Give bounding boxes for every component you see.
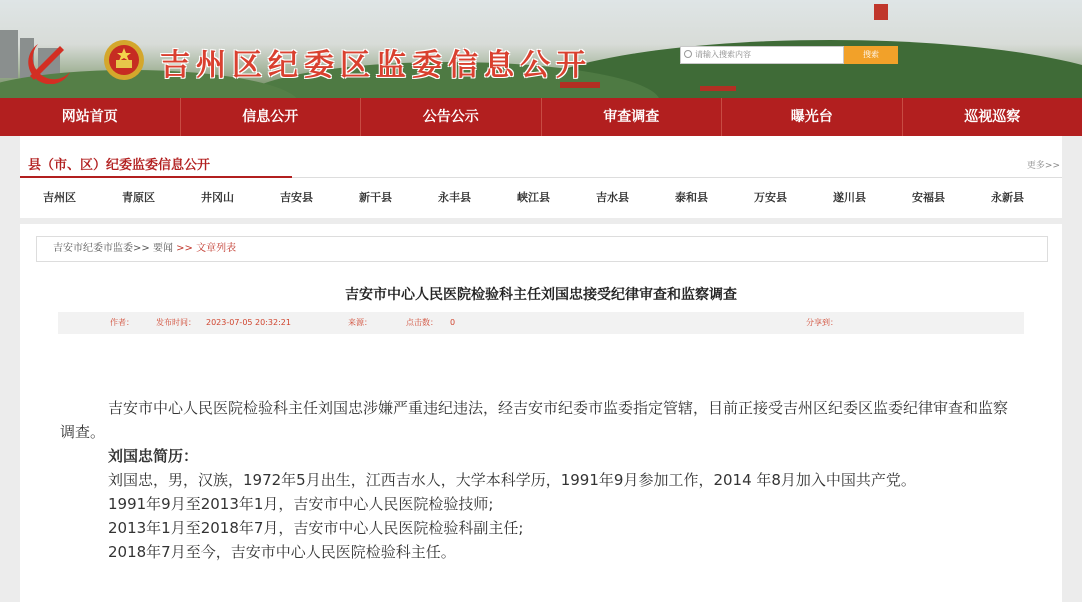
building bbox=[0, 30, 18, 78]
county-link[interactable]: 吉水县 bbox=[596, 191, 629, 204]
breadcrumb-current[interactable]: >> 文章列表 bbox=[176, 243, 237, 254]
roof-decoration bbox=[700, 86, 736, 91]
county-link[interactable]: 吉州区 bbox=[43, 191, 76, 204]
breadcrumb-link[interactable]: 吉安市纪委市监委>> bbox=[53, 243, 150, 254]
county-link[interactable]: 泰和县 bbox=[675, 191, 708, 204]
share-label: 分享到： bbox=[806, 318, 838, 327]
search-input[interactable]: 请输入搜索内容 bbox=[680, 46, 844, 64]
hits-label: 点击数： bbox=[406, 318, 438, 327]
county-link[interactable]: 永新县 bbox=[991, 191, 1024, 204]
nav-item-exposure[interactable]: 曝光台 bbox=[722, 98, 903, 136]
article-body bbox=[60, 396, 1020, 564]
county-link[interactable]: 永丰县 bbox=[438, 191, 471, 204]
breadcrumb bbox=[36, 236, 1048, 262]
header-banner bbox=[0, 0, 1082, 98]
county-header bbox=[20, 146, 1062, 178]
county-link[interactable]: 吉安县 bbox=[280, 191, 313, 204]
county-link[interactable]: 井冈山 bbox=[201, 191, 234, 204]
paragraph: 刘国忠，男，汉族，1972年5月出生，江西吉水人，大学本科学历，1991年9月参加工作，2014 年8月加入中国共产党。 bbox=[108, 471, 916, 489]
county-link[interactable]: 峡江县 bbox=[517, 191, 550, 204]
more-link[interactable]: 更多>> bbox=[1026, 161, 1060, 171]
resume-heading: 刘国忠简历： bbox=[108, 447, 199, 465]
page-margin bbox=[0, 136, 20, 602]
county-link[interactable]: 新干县 bbox=[359, 191, 392, 204]
county-list bbox=[20, 178, 1082, 218]
source-label: 来源： bbox=[348, 318, 372, 327]
nav-item-investigation[interactable]: 审查调查 bbox=[542, 98, 723, 136]
national-emblem-icon bbox=[102, 36, 146, 84]
breadcrumb-link[interactable]: 要闻 bbox=[152, 243, 173, 254]
nav-item-info[interactable]: 信息公开 bbox=[181, 98, 362, 136]
article-title: 吉安市中心人民医院检验科主任刘国忠接受纪律审查和监察调查 bbox=[345, 287, 737, 303]
publish-time-label: 发布时间： bbox=[156, 318, 196, 327]
resume-entry: 2018年7月至今，吉安市中心人民医院检验科主任。 bbox=[108, 543, 456, 561]
county-link[interactable]: 安福县 bbox=[912, 191, 945, 204]
site-title: 吉州区纪委区监委信息公开 bbox=[160, 48, 592, 83]
article-section bbox=[20, 224, 1062, 602]
county-section-title: 县（市、区）纪委监委信息公开 bbox=[28, 158, 211, 173]
paragraph: 吉安市中心人民医院检验科主任刘国忠涉嫌严重违纪违法，经吉安市纪委市监委指定管辖，目前正接受吉州区纪委区监委纪律审查和监察调查。 bbox=[60, 399, 1009, 441]
county-section bbox=[20, 146, 1062, 218]
search-icon bbox=[684, 50, 692, 58]
main-nav bbox=[0, 98, 1082, 136]
publish-time: 2023-07-05 20:32:21 bbox=[206, 318, 291, 327]
resume-entry: 1991年9月至2013年1月，吉安市中心人民医院检验技师; bbox=[108, 495, 494, 513]
party-emblem-icon bbox=[20, 36, 78, 84]
nav-item-inspection[interactable]: 巡视巡察 bbox=[964, 109, 1021, 125]
search-button[interactable]: 搜索 bbox=[844, 46, 898, 64]
county-link[interactable]: 万安县 bbox=[754, 191, 787, 204]
hits-count: 0 bbox=[450, 318, 456, 327]
county-link[interactable]: 青原区 bbox=[122, 191, 155, 204]
nav-item-notice[interactable]: 公告公示 bbox=[361, 98, 542, 136]
pagoda-icon bbox=[874, 4, 888, 20]
nav-item-home[interactable]: 网站首页 bbox=[0, 98, 181, 136]
county-link[interactable]: 遂川县 bbox=[833, 191, 866, 204]
author-label: 作者： bbox=[110, 318, 134, 327]
resume-entry: 2013年1月至2018年7月，吉安市中心人民医院检验科副主任; bbox=[108, 519, 524, 537]
article-meta-bar bbox=[58, 312, 1024, 334]
